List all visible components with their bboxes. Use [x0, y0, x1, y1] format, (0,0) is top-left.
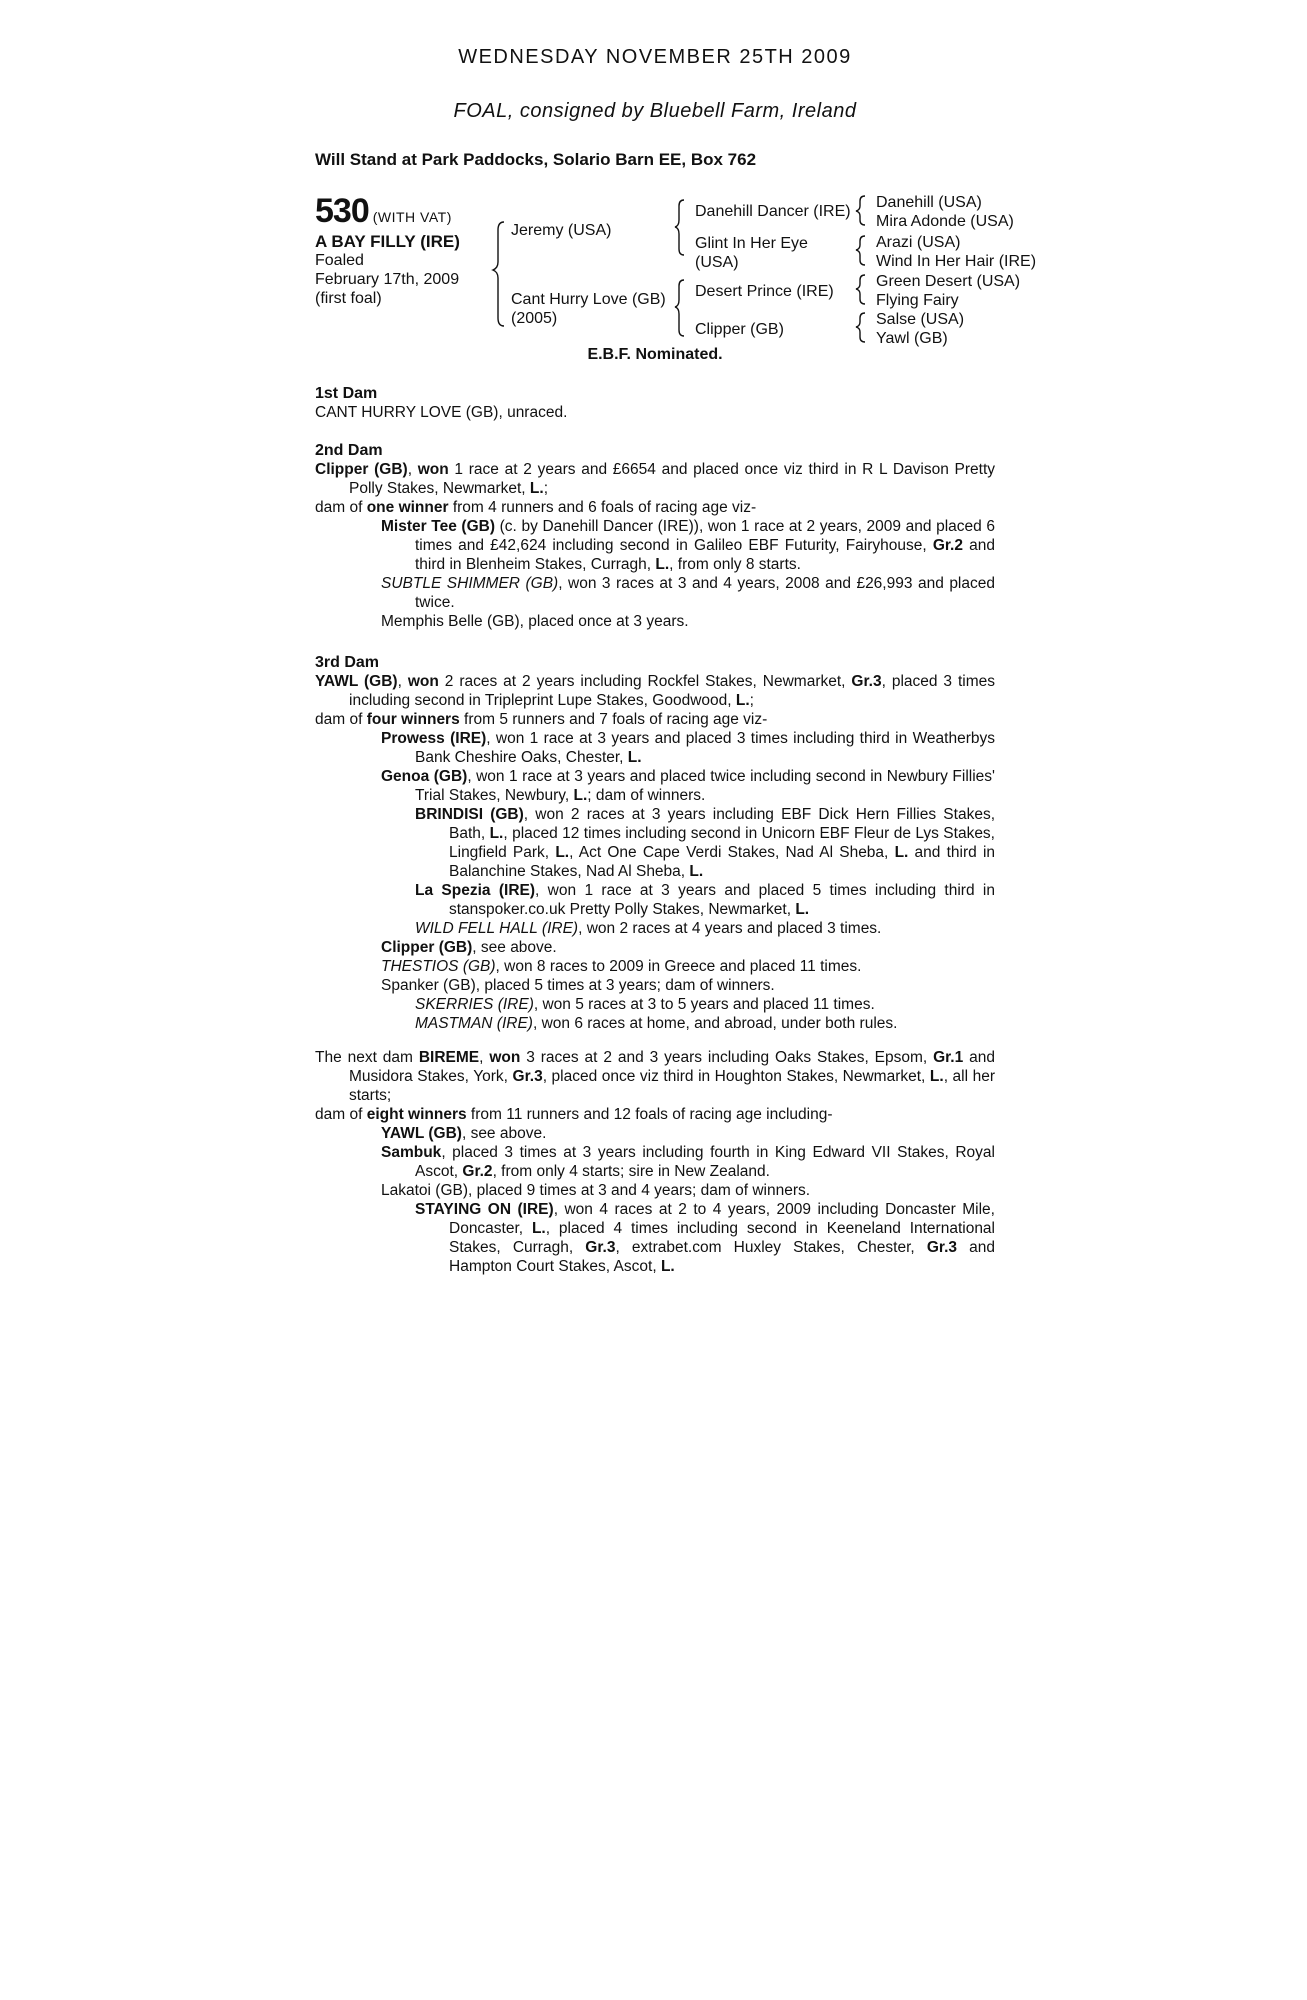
horse-name: WILD FELL HALL (IRE) — [415, 920, 579, 937]
grandprogeny-entry — [315, 805, 995, 881]
pedigree-dam-year: (2005) — [511, 310, 558, 327]
consignor-line: FOAL, consigned by Bluebell Farm, Ireland — [453, 100, 857, 122]
horse-name: YAWL (GB) — [381, 1125, 462, 1142]
record-text: dam of — [315, 1106, 367, 1123]
record-text: , Act One Cape Verdi Stakes, Nad Al Sheba, — [569, 844, 895, 861]
first-dam-heading: 1st Dam — [315, 385, 378, 402]
pedigree-sire-dam-name: Glint In Her Eye — [695, 235, 808, 252]
progeny-entry — [315, 1124, 995, 1143]
record-text: , won 1 race at 3 years and placed 5 times including third in stanspoker.co.uk Pretty Polly Stakes, Newmarket, — [449, 882, 995, 918]
pedigree-dam-dam: Clipper (GB) — [695, 321, 784, 338]
pedigree-dam — [511, 290, 666, 328]
record-text: , from only 8 starts. — [669, 556, 801, 573]
record-text: , placed 4 times including second in Keeneland International Stakes, Curragh, — [449, 1220, 995, 1256]
listed-mark: L. — [894, 844, 909, 861]
progeny-entry — [315, 767, 995, 805]
record-text: 2 races at 2 years including Rockfel Stakes, Newmarket, — [438, 673, 852, 690]
progeny-entry — [315, 1143, 995, 1181]
listed-mark: L. — [573, 787, 588, 804]
first-dam-text: CANT HURRY LOVE (GB), unraced. — [315, 404, 568, 421]
pedigree-g5: Green Desert (USA) — [876, 273, 1021, 290]
group-mark: Gr.1 — [933, 1049, 964, 1066]
record-text: , placed 3 times including second in Tripleprint Lupe Stakes, Goodwood, — [349, 673, 996, 709]
record-text: , won 4 races at 2 to 4 years, 2009 including Doncaster Mile, Doncaster, — [449, 1201, 995, 1237]
stand-location: Will Stand at Park Paddocks, Solario Barn EE, Box 762 — [315, 150, 757, 169]
listed-mark: L. — [555, 844, 570, 861]
horse-name: BIREME — [418, 1049, 480, 1066]
foal-note: (first foal) — [315, 290, 382, 307]
record-text: and Musidora Stakes, York, — [349, 1049, 996, 1085]
second-dam-produce — [315, 498, 995, 517]
horse-name: BRINDISI (GB) — [415, 806, 524, 823]
group-mark: Gr.3 — [926, 1239, 958, 1256]
record-text: , won 6 races at home, and abroad, under both rules. — [532, 1015, 898, 1032]
pedigree-dam-name: Cant Hurry Love (GB) — [511, 291, 666, 308]
record-text: , — [479, 1049, 490, 1066]
record-text: from 5 runners and 7 foals of racing age viz- — [459, 711, 768, 728]
winners-count: one winner — [366, 499, 449, 516]
winners-count: eight winners — [366, 1106, 467, 1123]
third-dam-produce — [315, 710, 995, 729]
grandprogeny-entry — [315, 995, 995, 1014]
horse-name: YAWL (GB) — [315, 673, 398, 690]
listed-mark: L. — [627, 749, 642, 766]
third-dam-heading: 3rd Dam — [315, 654, 380, 671]
sale-date: WEDNESDAY NOVEMBER 25TH 2009 — [458, 46, 852, 68]
won-label: won — [407, 673, 439, 690]
third-dam-record — [315, 672, 995, 710]
record-text: , won 2 races at 4 years and placed 3 times. — [578, 920, 882, 937]
pedigree-sire-dam-origin: (USA) — [695, 254, 739, 271]
progeny-entry: Lakatoi (GB), placed 9 times at 3 and 4 years; dam of winners. — [381, 1182, 811, 1199]
progeny-entry: Memphis Belle (GB), placed once at 3 years. — [381, 613, 689, 630]
pedigree-sire-sire: Danehill Dancer (IRE) — [695, 203, 851, 220]
record-text: , all her starts; — [349, 1068, 995, 1104]
record-text: and third in Blenheim Stakes, Curragh, — [415, 537, 996, 573]
listed-mark: L. — [489, 825, 504, 842]
won-label: won — [489, 1049, 521, 1066]
foaled-label: Foaled — [315, 252, 364, 269]
horse-name: Sambuk — [381, 1144, 442, 1161]
horse-name: SKERRIES (IRE) — [415, 996, 534, 1013]
record-text: and Hampton Court Stakes, Ascot, — [449, 1239, 996, 1275]
record-text: , see above. — [472, 939, 557, 956]
horse-name: Clipper (GB) — [381, 939, 473, 956]
grandprogeny-entry — [315, 1014, 995, 1033]
listed-mark: L. — [929, 1068, 944, 1085]
record-text: , won 3 races at 3 and 4 years, 2008 and £26,993 and placed twice. — [415, 575, 995, 611]
vat-note: (WITH VAT) — [372, 209, 452, 225]
pedigree-g7: Salse (USA) — [876, 311, 965, 328]
horse-name: Mister Tee (GB) — [381, 518, 496, 535]
progeny-entry — [315, 517, 995, 574]
grandprogeny-entry — [315, 881, 995, 919]
record-text: (c. by Danehill Dancer (IRE)), won 1 race at 2 years, 2009 and placed 6 times and £42,624 including second in Galileo EBF Futurity, Fairyhouse, — [415, 518, 995, 554]
group-mark: Gr.2 — [932, 537, 963, 554]
record-text: , see above. — [461, 1125, 547, 1142]
record-text: , from only 4 starts; sire in New Zealand. — [492, 1163, 770, 1180]
horse-name: THESTIOS (GB) — [381, 958, 496, 975]
record-text: , won 5 races at 3 to 5 years and placed 11 times. — [533, 996, 875, 1013]
next-dam-record — [315, 1048, 995, 1105]
horse-name: STAYING ON (IRE) — [415, 1201, 554, 1218]
pedigree-g6: Flying Fairy — [876, 292, 959, 309]
record-text: , extrabet.com Huxley Stakes, Chester, — [615, 1239, 927, 1256]
horse-name: MASTMAN (IRE) — [415, 1015, 533, 1032]
group-mark: Gr.3 — [512, 1068, 543, 1085]
record-text: dam of — [315, 711, 367, 728]
horse-name: A BAY FILLY (IRE) — [315, 232, 460, 251]
record-text: 1 race at 2 years and £6654 and placed once viz third in R L Davison Pretty Polly Stakes, Newmarket, — [349, 461, 996, 497]
record-text: ; dam of winners. — [587, 787, 706, 804]
record-text: from 11 runners and 12 foals of racing age including- — [466, 1106, 833, 1123]
record-text: and third in Balanchine Stakes, Nad Al Sheba, — [449, 844, 996, 880]
pedigree-g1: Danehill (USA) — [876, 194, 982, 211]
pedigree-sire: Jeremy (USA) — [511, 222, 612, 239]
second-dam-heading: 2nd Dam — [315, 442, 383, 459]
listed-mark: L. — [531, 1220, 546, 1237]
pedigree-g4: Wind In Her Hair (IRE) — [876, 253, 1037, 270]
progeny-entry — [315, 729, 995, 767]
third-dam-section — [315, 653, 995, 1033]
listed-mark: L. — [735, 692, 750, 709]
horse-name: Genoa (GB) — [381, 768, 468, 785]
record-text: ; — [749, 692, 754, 709]
progeny-entry — [315, 574, 995, 612]
grandprogeny-entry — [315, 1200, 995, 1276]
group-mark: Gr.3 — [585, 1239, 616, 1256]
record-text: , won 8 races to 2009 in Greece and placed 11 times. — [495, 958, 862, 975]
won-label: won — [417, 461, 449, 478]
next-dam-produce — [315, 1105, 995, 1124]
record-text: ; — [543, 480, 548, 497]
horse-name: SUBTLE SHIMMER (GB) — [381, 575, 559, 592]
pedigree-dam-sire: Desert Prince (IRE) — [695, 283, 834, 300]
record-text: , won 1 race at 3 years and placed 3 times including third in Weatherbys Bank Cheshire Oaks, Chester, — [415, 730, 995, 766]
foaled-date: February 17th, 2009 — [315, 271, 460, 288]
first-dam-section — [315, 384, 995, 422]
pedigree-g2: Mira Adonde (USA) — [876, 213, 1014, 230]
second-dam-record: Clipper (GB), won 1 race at 2 years and £6654 and placed once viz third in R L Davison Pretty Polly Stakes, Newmarket, L.; — [315, 461, 996, 497]
pedigree-g3: Arazi (USA) — [876, 234, 961, 251]
ebf-nomination: E.B.F. Nominated. — [587, 346, 723, 363]
listed-mark: L. — [689, 863, 704, 880]
lot-number: 530 — [315, 192, 369, 230]
listed-mark: L. — [529, 480, 544, 497]
record-text: , won 1 race at 3 years and placed twice including second in Newbury Fillies' Trial Stakes, Newbury, — [415, 768, 995, 804]
pedigree-sire-dam — [695, 234, 808, 272]
record-text: , placed 3 times at 3 years including fourth in King Edward VII Stakes, Royal Ascot, — [415, 1144, 995, 1180]
winners-count: four winners — [366, 711, 460, 728]
horse-name: Prowess (IRE) — [381, 730, 487, 747]
progeny-entry — [315, 957, 995, 976]
pedigree-g8: Yawl (GB) — [876, 330, 948, 347]
progeny-entry: Spanker (GB), placed 5 times at 3 years; dam of winners. — [381, 977, 775, 994]
record-text: , placed 12 times including second in Unicorn EBF Fleur de Lys Stakes, Lingfield Park, — [449, 825, 995, 861]
progeny-entry — [315, 938, 995, 957]
next-dam-section — [315, 1048, 995, 1276]
group-mark: Gr.3 — [851, 673, 882, 690]
record-text: , won 2 races at 3 years including EBF Dick Hern Fillies Stakes, Bath, — [449, 806, 995, 842]
listed-mark: L. — [655, 556, 670, 573]
record-text: dam of — [315, 499, 367, 516]
horse-name: La Spezia (IRE) — [415, 882, 536, 899]
listed-mark: L. — [795, 901, 810, 918]
listed-mark: L. — [660, 1258, 675, 1275]
group-mark: Gr.2 — [462, 1163, 493, 1180]
record-text: , placed once viz third in Houghton Stakes, Newmarket, — [542, 1068, 930, 1085]
record-text: from 4 runners and 6 foals of racing age viz- — [448, 499, 757, 516]
horse-name: Clipper (GB) — [315, 461, 408, 478]
record-text: The next dam — [315, 1049, 419, 1066]
record-text: , — [397, 673, 408, 690]
second-dam-section — [315, 441, 995, 631]
record-text: 3 races at 2 and 3 years including Oaks Stakes, Epsom, — [520, 1049, 934, 1066]
grandprogeny-entry — [315, 919, 995, 938]
